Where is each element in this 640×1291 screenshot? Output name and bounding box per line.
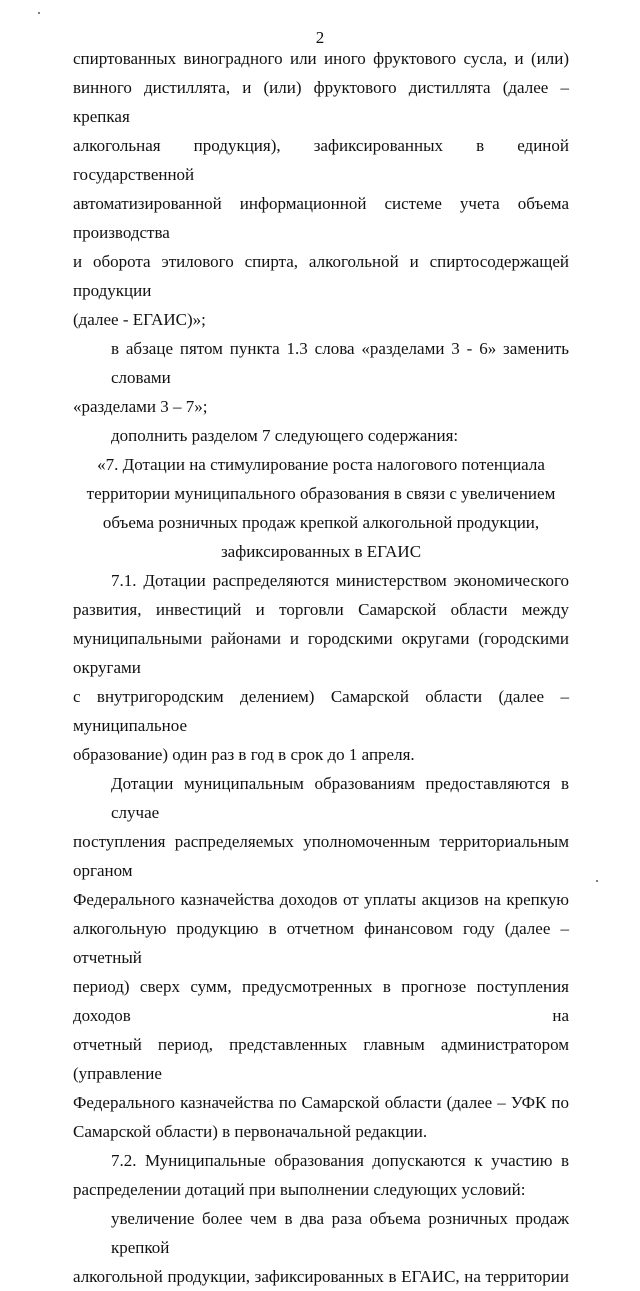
scan-speck — [38, 12, 40, 14]
heading-line: объема розничных продаж крепкой алкогольной продукции, — [102, 513, 540, 532]
text-line: Федерального казначейства по Самарской области (далее – УФК по — [73, 1093, 569, 1112]
paragraph-2 — [73, 334, 569, 421]
text-line: винного дистиллята, и (или) фруктового дистиллята (далее – крепкая — [73, 78, 569, 126]
paragraph-7-1 — [73, 566, 569, 769]
text-line: в абзаце пятом пункта 1.3 слова «разделами 3 - 6» заменить словами — [111, 339, 569, 387]
paragraph-subsidies — [73, 769, 569, 1146]
text-line: Дотации муниципальным образованиям предоставляются в случае — [111, 774, 569, 822]
text-line: образование) один раз в год в срок до 1 апреля. — [73, 745, 415, 764]
text-line: дополнить разделом 7 следующего содержания: — [111, 426, 459, 445]
text-line: алкогольную продукцию в отчетном финансовом году (далее – отчетный — [73, 919, 569, 967]
paragraph-conditions — [73, 1204, 569, 1291]
text-line: с внутригородским делением) Самарской области (далее – муниципальное — [73, 687, 569, 735]
scan-speck — [596, 880, 598, 882]
paragraph-7-2 — [73, 1146, 569, 1204]
paragraph-3 — [73, 421, 569, 450]
paragraph-1 — [73, 44, 569, 334]
text-line: и оборота этилового спирта, алкогольной и спиртосодержащей продукции — [73, 252, 569, 300]
text-line: развития, инвестиций и торговли Самарской области между — [73, 600, 569, 619]
text-line: алкогольная продукция), зафиксированных в единой государственной — [73, 136, 569, 184]
text-line: поступления распределяемых уполномоченным территориальным органом — [73, 832, 569, 880]
text-line: Самарской области) в первоначальной редакции. — [73, 1122, 428, 1141]
text-line: отчетный период, представленных главным администратором (управление — [73, 1035, 569, 1083]
text-line: распределении дотаций при выполнении следующих условий: — [73, 1180, 526, 1199]
text-line: муниципальными районами и городскими округами (городскими округами — [73, 629, 569, 677]
text-line: спиртованных виноградного или иного фруктового сусла, и (или) — [73, 49, 569, 68]
section-heading — [73, 450, 569, 566]
document-body — [73, 44, 569, 1291]
page-number: 2 — [315, 28, 325, 47]
text-line: 7.2. Муниципальные образования допускаются к участию в — [111, 1151, 569, 1170]
text-line: 7.1. Дотации распределяются министерством экономического — [111, 571, 569, 590]
text-line: алкогольной продукции, зафиксированных в ЕГАИС, на территории — [73, 1267, 569, 1286]
text-line: Федерального казначейства доходов от уплаты акцизов на крепкую — [73, 890, 569, 909]
text-line: автоматизированной информационной системе учета объема производства — [73, 194, 569, 242]
text-line: «разделами 3 – 7»; — [73, 397, 208, 416]
text-line: увеличение более чем в два раза объема розничных продаж крепкой — [111, 1209, 569, 1257]
heading-line: «7. Дотации на стимулирование роста налогового потенциала — [97, 455, 545, 474]
text-line: (далее - ЕГАИС)»; — [73, 310, 206, 329]
text-line: период) сверх сумм, предусмотренных в прогнозе поступления доходов на — [73, 977, 569, 1025]
heading-line: территории муниципального образования в связи с увеличением — [86, 484, 556, 503]
heading-line: зафиксированных в ЕГАИС — [220, 542, 422, 561]
